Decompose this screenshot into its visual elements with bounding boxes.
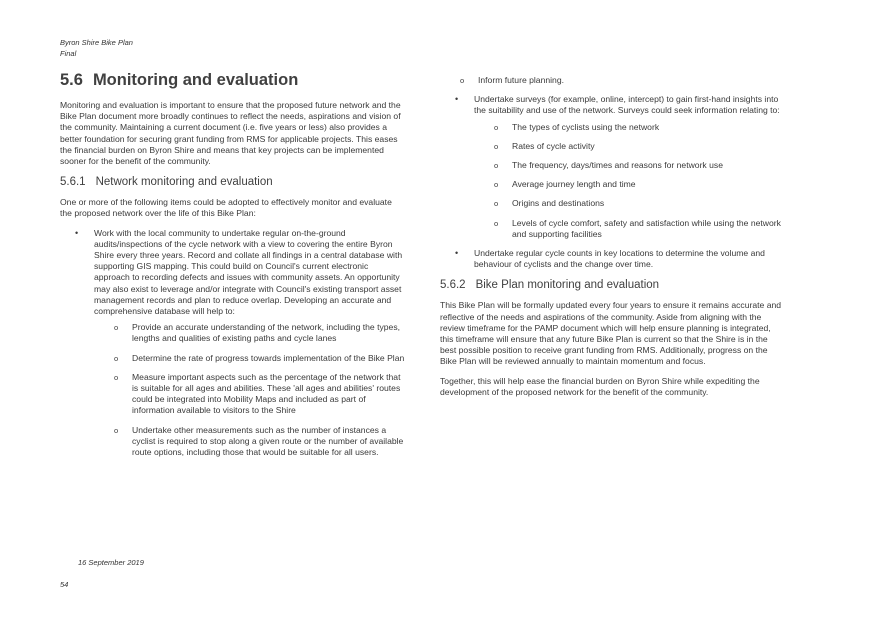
- subsection-number-2: 5.6.2: [440, 279, 466, 292]
- bullet-list-continued: [440, 94, 785, 270]
- survey-item: o Average journey length and time: [474, 179, 785, 190]
- subsection-number-1: 5.6.1: [60, 176, 86, 189]
- bullet-list: [60, 228, 405, 459]
- section-intro: Monitoring and evaluation is important to ensure that the proposed future network and the Bike Plan document more broadly continues to reflect the needs, aspirations and vision of the community. Maintaining a current document (i.e. five years or less) also provides a better foundation for securing grant funding from RMS for applicable projects. This eases the financial burden on Byron Shire and means that key projects can be implemented sooner for the benefit of the community.: [60, 100, 401, 167]
- list-item: [60, 228, 405, 459]
- list-item: [440, 94, 785, 240]
- bullet-text: Undertake surveys (for example, online, intercept) to gain first-hand insights into the suitability and use of the network. Surveys could seek information relating to:: [474, 94, 780, 116]
- sub-list-continued: [440, 75, 785, 86]
- subsection-intro-1: One or more of the following items could be adopted to effectively monitor and evaluate the proposed network over the life of this Bike Plan:: [60, 197, 392, 219]
- paragraph: This Bike Plan will be formally updated every four years to ensure it remains accurate and reflective of the needs and aspirations of the community. Aside from aligning with the review timeframe for the PAMP document which will help ensure planning is integrated, this timeframe will ensure that any future Bike Plan is current so that the Shire is in the best possible position to receive grant funding from RMS. Additionally, progress on the Bike Plan will be reviewed annually to maintain momentum and focus.: [440, 300, 782, 367]
- survey-list: [474, 122, 785, 240]
- subsection-title-1: Network monitoring and evaluation: [95, 176, 273, 189]
- running-header: [60, 37, 133, 59]
- sub-list-item: o Inform future planning.: [440, 75, 785, 86]
- footer-date: 16 September 2019: [78, 558, 144, 567]
- sub-list-item: o Provide an accurate understanding of the network, including the types, lengths and qualities of existing paths and cycle lanes: [94, 322, 405, 344]
- section-heading: [60, 70, 405, 90]
- right-column: [440, 70, 785, 406]
- subsection-heading-1: [60, 175, 405, 189]
- header-status: Final: [60, 49, 77, 58]
- bullet-text: Work with the local community to undertake regular on-the-ground audits/inspections of the cycle network with a view to covering the entire Byron Shire every three years. Record and collate all findings in a central database with supporting GIS mapping. This could build on Council's current electronic approach to recording defects and issues with community assets. An opportunity may also exist to leverage and/or integrate with Council's existing transport asset management records and plan to reduce overlap. Developing an accurate and comprehensive database will help to:: [94, 227, 403, 317]
- sub-list-item: o Measure important aspects such as the percentage of the network that is suitable for all ages and abilities. These 'all ages and abilities' routes could be integrated into Mobility Maps and included as part of information available to visitors to the Shire: [94, 372, 405, 417]
- page-number: 54: [60, 580, 69, 589]
- sub-list-item: o Undertake other measurements such as the number of instances a cyclist is required to stop along a given route or the number of available route options, including those that would be suitable for all users.: [94, 425, 405, 459]
- subsection-title-2: Bike Plan monitoring and evaluation: [475, 279, 660, 292]
- subsection-heading-2: [440, 278, 785, 292]
- sub-list: [94, 322, 405, 458]
- section-title: Monitoring and evaluation: [92, 71, 299, 89]
- survey-item: o Rates of cycle activity: [474, 141, 785, 152]
- sub-list-item: o Determine the rate of progress towards implementation of the Bike Plan: [94, 353, 405, 364]
- survey-item: o The frequency, days/times and reasons for network use: [474, 160, 785, 171]
- survey-item: o Origins and destinations: [474, 198, 785, 209]
- left-column: [60, 70, 405, 466]
- list-item: • Undertake regular cycle counts in key locations to determine the volume and behaviour of cyclists and the change over time.: [440, 248, 785, 270]
- paragraph: Together, this will help ease the financial burden on Byron Shire while expediting the development of the proposed network for the benefit of the community.: [440, 375, 760, 397]
- header-title: Byron Shire Bike Plan: [60, 38, 133, 47]
- survey-item: o Levels of cycle comfort, safety and satisfaction while using the network and supporting facilities: [474, 218, 785, 240]
- survey-item: o The types of cyclists using the network: [474, 122, 785, 133]
- section-number: 5.6: [60, 71, 83, 89]
